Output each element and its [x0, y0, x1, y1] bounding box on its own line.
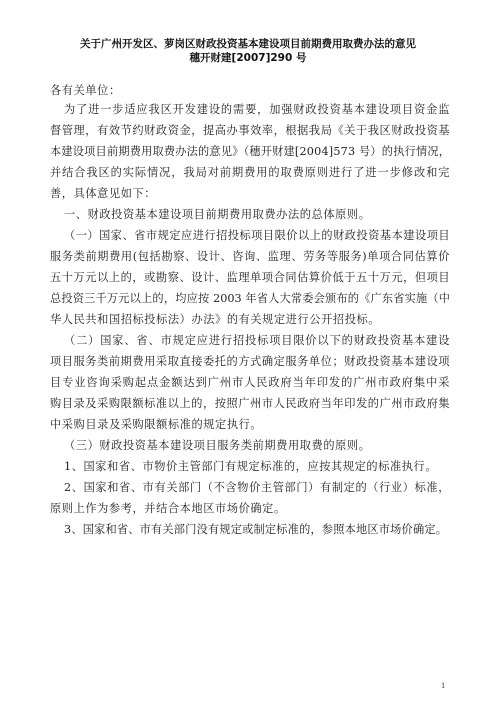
- body-line-7: （一）国家、省市规定应进行招投标项目限价以上的财政投资基本建设项目: [64, 229, 450, 242]
- body-line-14: 目专业咨询采购起点金额达到广州市人民政府当年印发的广州市政府集中采: [50, 376, 450, 389]
- section-heading-3: （三）财政投资基本建设项目服务类前期费用取费的原则。: [64, 439, 371, 452]
- document-title: 关于广州开发区、萝岗区财政投资基本建设项目前期费用取费办法的意见: [80, 38, 416, 50]
- rule-item-2-cont: 原则上作为参考，并结合本地区市场价确定。: [50, 502, 286, 515]
- body-line-11: 华人民共和国招标投标法）办法》的有关规定进行公开招投标。: [50, 313, 381, 326]
- document-number: 穗开财建[2007]290 号: [189, 52, 307, 64]
- body-line-2: 督管理，有效节约财政资金，提高办事效率，根据我局《关于我区财政投资基: [50, 124, 450, 137]
- body-line-13: 项目服务类前期费用采取直接委托的方式确定服务单位；财政投资基本建设项: [50, 355, 450, 368]
- rule-item-3: 3、国家和省、市有关部门没有规定或制定标准的，参照本地区市场价确定。: [64, 523, 448, 536]
- body-line-9: 五十万元以上的，或勘察、设计、监理单项合同估算价低于五十万元，但项目: [50, 271, 450, 284]
- rule-item-2: 2、国家和省、市有关部门（不含物价主管部门）有制定的（行业）标准，: [64, 481, 450, 494]
- body-line-5: 善，具体意见如下：: [50, 187, 157, 200]
- rule-item-1: 1、国家和省、市物价主管部门有规定标准的，应按其规定的标准执行。: [64, 460, 438, 473]
- body-line-1: 为了进一步适应我区开发建设的需要，加强财政投资基本建设项目资金监: [64, 103, 450, 116]
- body-line-8: 服务类前期费用(包括勘察、设计、咨询、监理、劳务等服务)单项合同估算价: [50, 250, 450, 263]
- body-line-3: 本建设项目前期费用取费办法的意见》（穗开财建[2004]573 号）的执行情况，: [50, 145, 451, 158]
- body-line-12: （二）国家、省、市规定应进行招投标项目限价以下的财政投资基本建设: [64, 334, 450, 347]
- body-line-15: 购目录及采购限额标准以上的，按照广州市人民政府当年印发的广州市政府集: [50, 397, 450, 410]
- page-number: 1: [441, 682, 446, 690]
- salutation: 各有关单位：: [50, 84, 121, 97]
- body-line-4: 并结合我区的实际情况，我局对前期费用的取费原则进行了进一步修改和完: [50, 166, 450, 179]
- body-line-10: 总投资三千万元以上的，均应按 2003 年省人大常委会颁布的《广东省实施（中: [50, 292, 450, 305]
- body-line-16: 中采购目录及采购限额标准的规定执行。: [50, 418, 263, 431]
- section-heading-1: 一、财政投资基本建设项目前期费用取费办法的总体原则。: [64, 208, 371, 221]
